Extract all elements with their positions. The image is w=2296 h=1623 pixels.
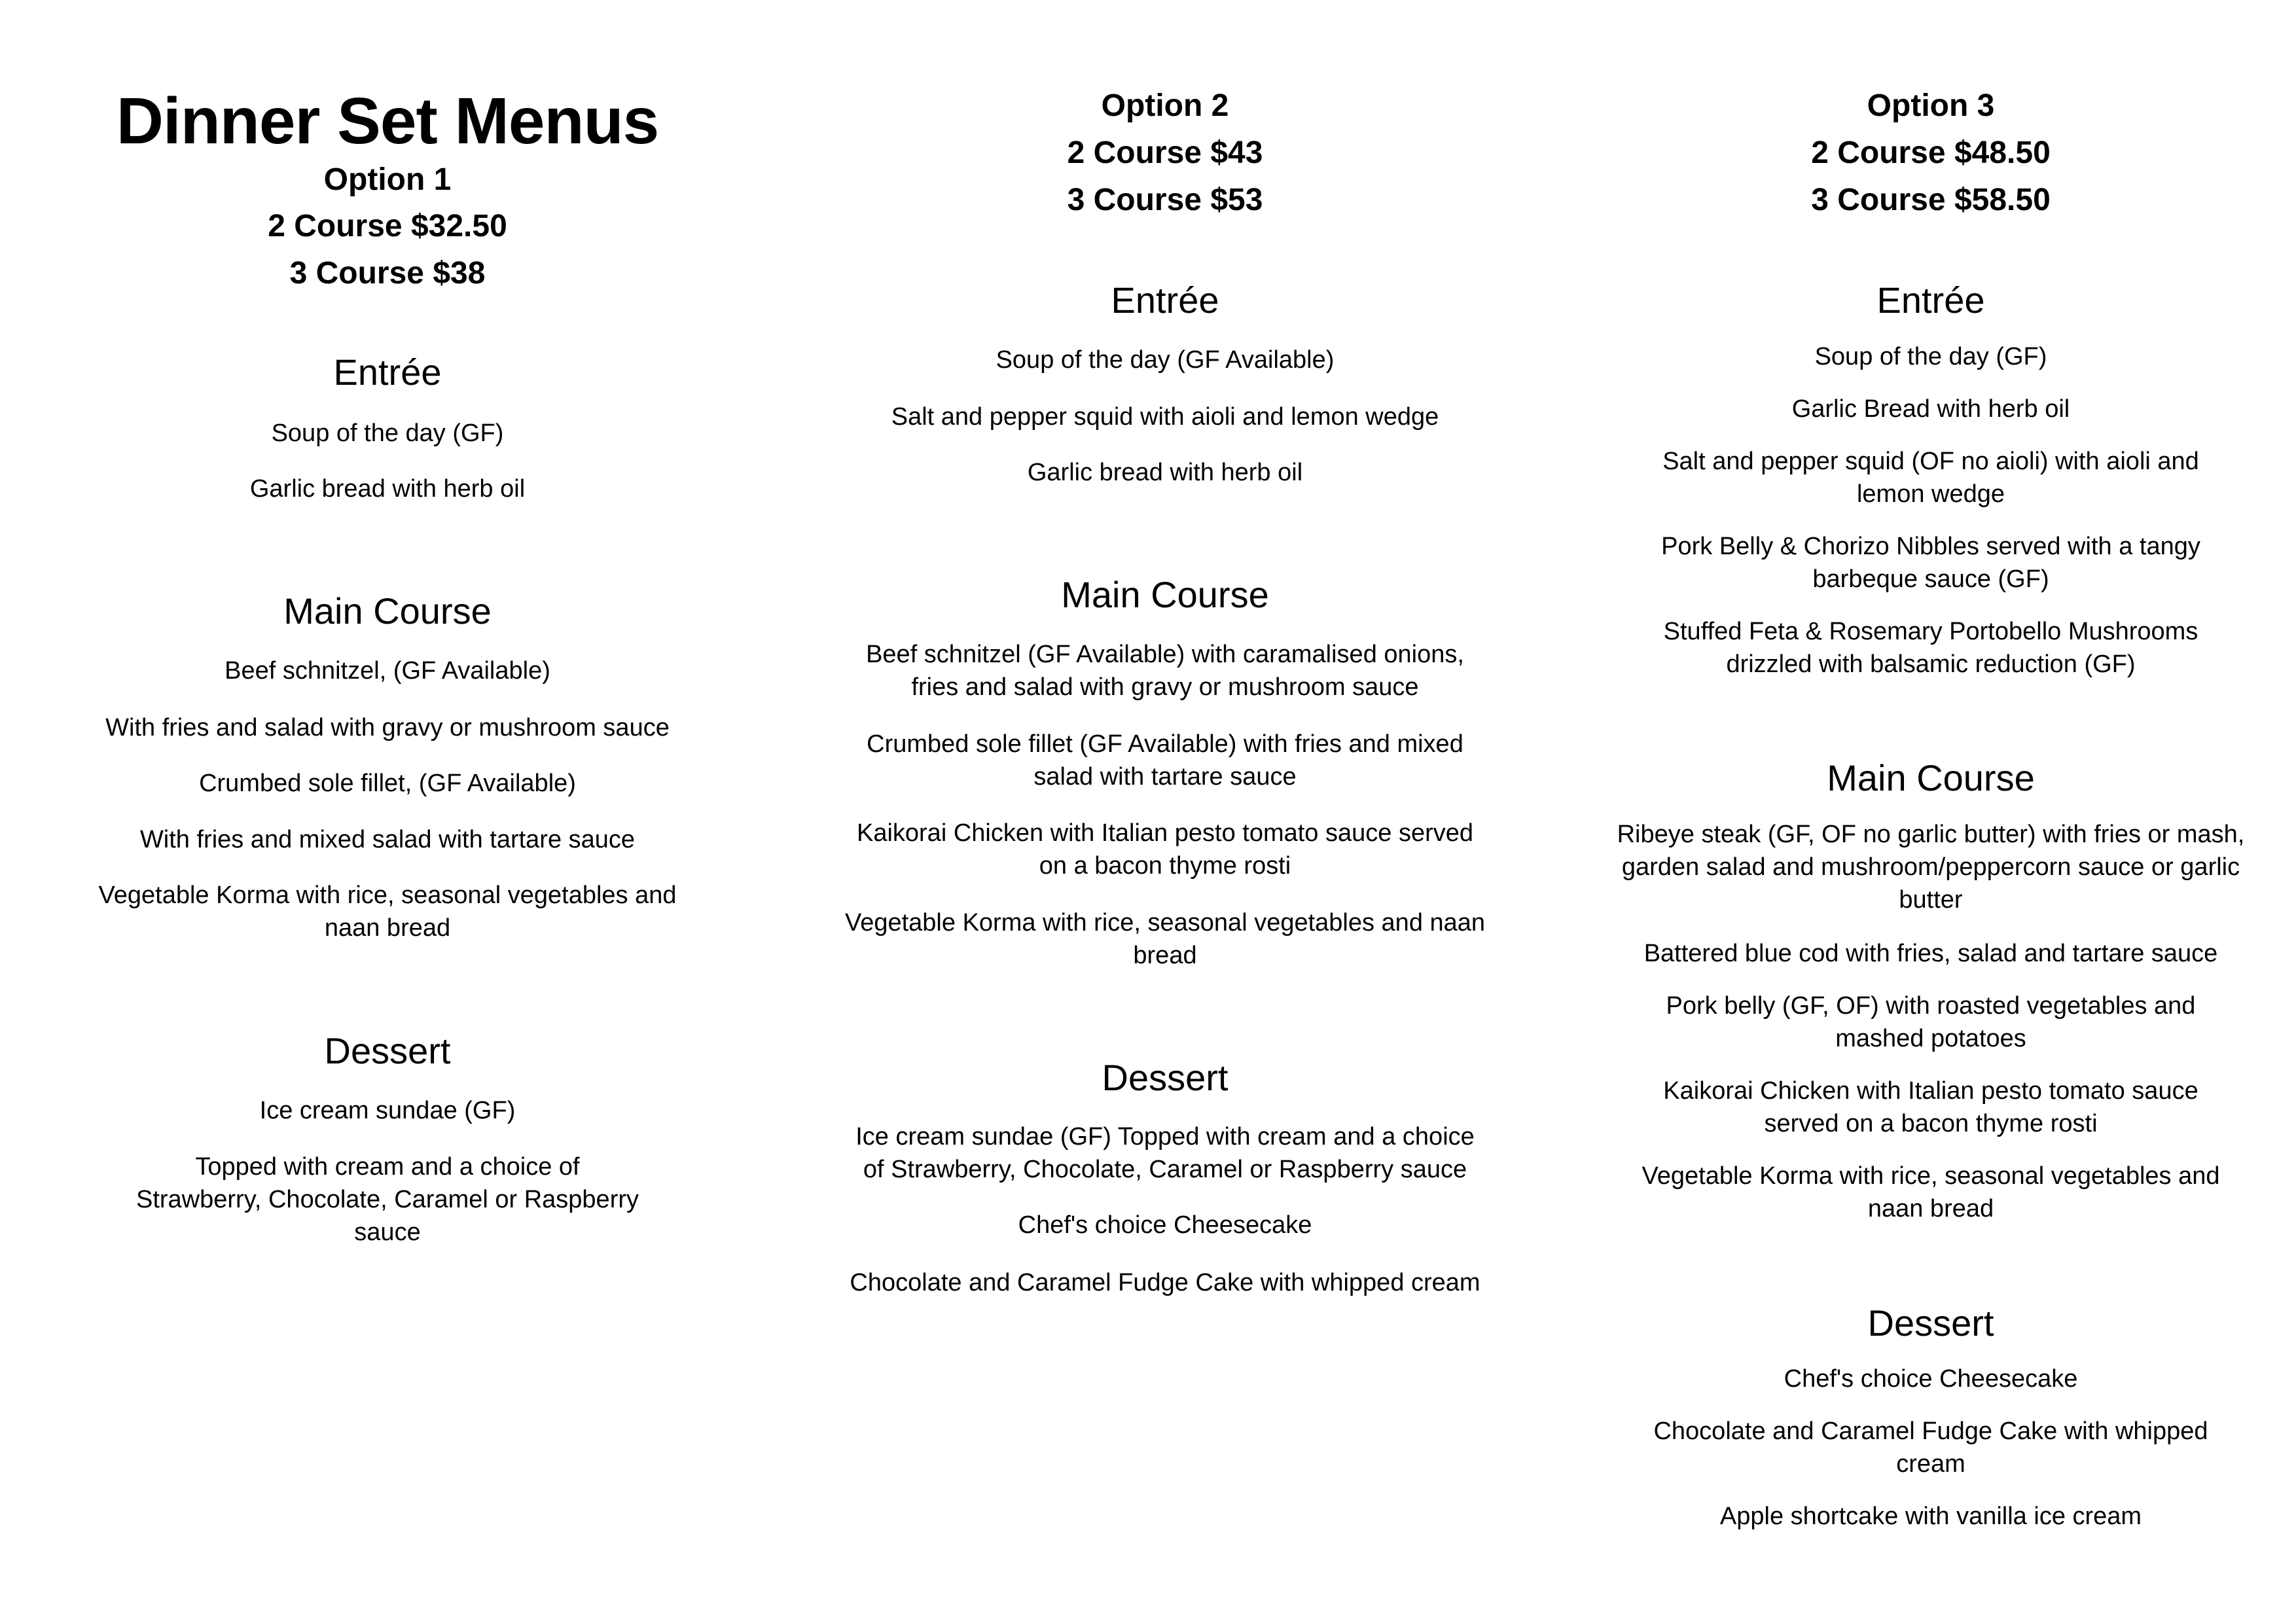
page-title: Dinner Set Menus <box>116 84 659 158</box>
option-name: Option 2 <box>1101 88 1229 123</box>
menu-item: Kaikorai Chicken with Italian pesto tomato sauce served on a bacon thyme rosti <box>856 819 1474 880</box>
menu-item: Salt and pepper squid (OF no aioli) with aioli and lemon wedge <box>1662 448 2199 508</box>
section-heading-main: Main Course <box>1061 574 1269 615</box>
menu-item: Battered blue cod with fries, salad and tartare sauce <box>1643 940 2218 967</box>
menu-item: Salt and pepper squid with aioli and lemon wedge <box>891 403 1439 431</box>
menu-item: Ribeye steak (GF, OF no garlic butter) with fries or mash, garden salad and mushroom/peppercorn sauce or garlic butter <box>1617 821 2245 914</box>
option-name: Option 1 <box>323 162 452 197</box>
menu-item: Crumbed sole fillet (GF Available) with fries and mixed salad with tartare sauce <box>867 730 1463 791</box>
menu-item: Kaikorai Chicken with Italian pesto tomato sauce served on a bacon thyme rosti <box>1663 1077 2198 1137</box>
menu-item: Beef schnitzel, (GF Available) <box>224 657 550 685</box>
menu-option-1 <box>60 0 715 1623</box>
section-heading-entree: Entrée <box>333 351 442 393</box>
price-2-course: 2 Course $32.50 <box>268 209 507 243</box>
menu-item: Chef's choice Cheesecake <box>1018 1211 1312 1239</box>
menu-item: Ice cream sundae (GF) Topped with cream and a choice of Strawberry, Chocolate, Caramel or Raspberry sauce <box>855 1123 1475 1183</box>
menu-item: Pork belly (GF, OF) with roasted vegetables and mashed potatoes <box>1666 992 2196 1052</box>
section-heading-entree: Entrée <box>1111 279 1219 321</box>
section-heading-dessert: Dessert <box>324 1030 451 1071</box>
price-3-course: 3 Course $38 <box>289 256 486 291</box>
price-3-course: 3 Course $58.50 <box>1811 183 2051 217</box>
menu-item: Stuffed Feta & Rosemary Portobello Mushrooms drizzled with balsamic reduction (GF) <box>1663 618 2198 678</box>
menu-option-2 <box>838 0 1492 1623</box>
menu-item: Apple shortcake with vanilla ice cream <box>1719 1503 2142 1530</box>
menu-item: Garlic bread with herb oil <box>1027 459 1303 486</box>
section-heading-main: Main Course <box>1827 757 2035 798</box>
price-2-course: 2 Course $43 <box>1067 135 1263 170</box>
section-heading-main: Main Course <box>283 590 492 632</box>
section-heading-dessert: Dessert <box>1867 1302 1994 1344</box>
menu-item: Chef's choice Cheesecake <box>1784 1365 2078 1393</box>
menu-item: Chocolate and Caramel Fudge Cake with whipped cream <box>850 1269 1480 1296</box>
menu-item: Vegetable Korma with rice, seasonal vegetables and naan bread <box>1641 1162 2220 1222</box>
menu-item: Beef schnitzel (GF Available) with caramalised onions, fries and salad with gravy or mushroom sauce <box>866 641 1464 701</box>
menu-item: Vegetable Korma with rice, seasonal vegetables and naan bread <box>98 882 677 942</box>
menu-item: With fries and salad with gravy or mushroom sauce <box>105 714 670 741</box>
menu-item: Soup of the day (GF Available) <box>996 346 1335 374</box>
menu-item: Garlic Bread with herb oil <box>1791 395 2070 423</box>
menu-item: Crumbed sole fillet, (GF Available) <box>199 770 576 797</box>
menu-item: Soup of the day (GF) <box>1814 343 2047 370</box>
section-heading-dessert: Dessert <box>1102 1057 1229 1098</box>
section-heading-entree: Entrée <box>1876 279 1985 321</box>
price-3-course: 3 Course $53 <box>1067 183 1263 217</box>
menu-item: Pork Belly & Chorizo Nibbles served with a tangy barbeque sauce (GF) <box>1661 533 2200 593</box>
price-2-course: 2 Course $48.50 <box>1811 135 2051 170</box>
menu-item: Chocolate and Caramel Fudge Cake with whipped cream <box>1653 1418 2208 1478</box>
menu-item: Garlic bread with herb oil <box>249 475 526 503</box>
menu-item: Vegetable Korma with rice, seasonal vegetables and naan bread <box>844 909 1486 969</box>
menu-option-3 <box>1604 0 2258 1623</box>
menu-item: Ice cream sundae (GF) <box>259 1097 516 1124</box>
menu-item: With fries and mixed salad with tartare sauce <box>139 826 636 853</box>
option-name: Option 3 <box>1867 88 1995 123</box>
menu-item: Topped with cream and a choice of Strawberry, Chocolate, Caramel or Raspberry sauce <box>135 1153 639 1246</box>
menu-item: Soup of the day (GF) <box>271 419 504 447</box>
